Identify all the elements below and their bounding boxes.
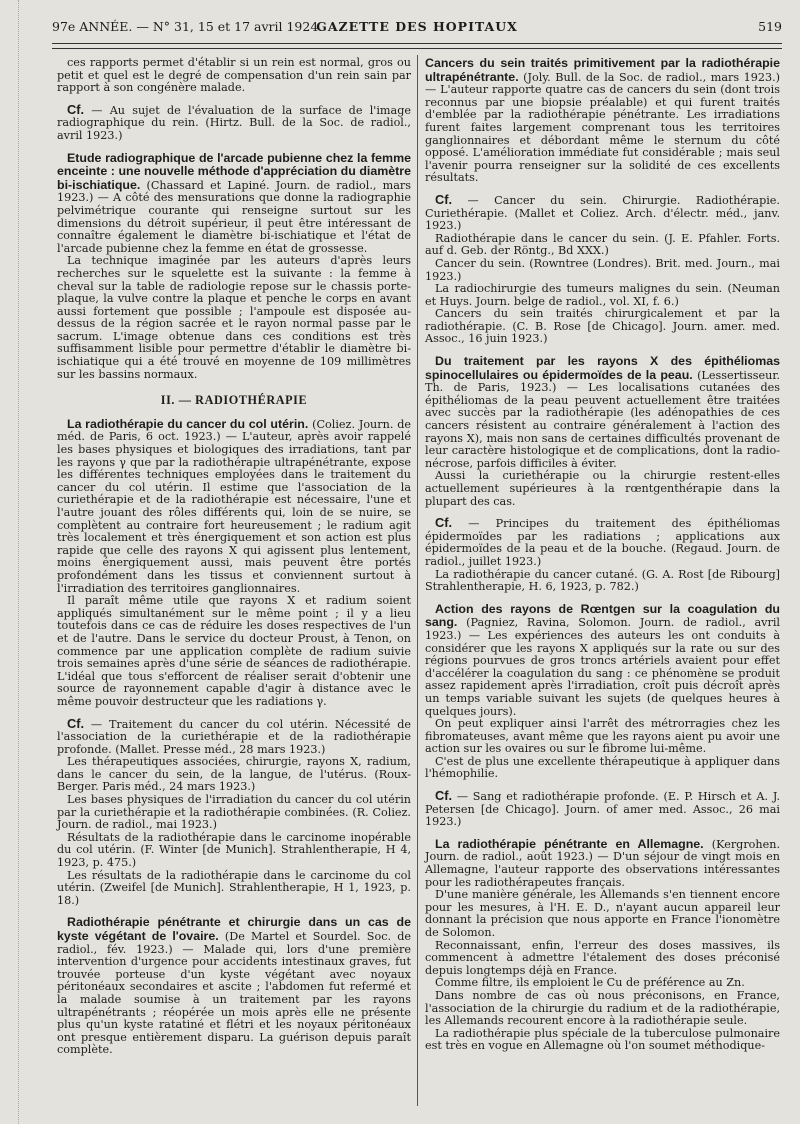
article-title: Radiothérapie pénétrante et chirurgie dans un cas de kyste végétant de l'ovaire. <box>57 915 411 943</box>
reference: Résultats de la radiothérapie dans le carcinome inopérable du col utérin. (F. Winter [de Munich]. Strahlentherapie, H 4, 1923, p. 475.) <box>57 830 411 870</box>
reference: Radiothérapie dans le cancer du sein. (J. E. Pfahler. Forts. auf d. Geb. der Röntg., Bd XXX.) <box>425 231 780 258</box>
article-title: La radiothérapie du cancer du col utérin. <box>67 416 309 431</box>
left-column <box>57 57 411 1057</box>
article-entry <box>57 152 411 256</box>
article-text: (Chassard et Lapiné. Journ. de radiol., mars 1923.) — A côté des mensurations que donne la radiographie pelvimétrique courante qui renseigne surtout sur les dimensions du détroit supérieur, il peut être intéressant de connaître également le diamètre bi-ischiatique et l'état de l'arcade pubienne chez la femme en état de grossesse. <box>57 178 411 255</box>
cf-label: Cf. <box>67 101 85 117</box>
article-entry <box>425 838 780 889</box>
cf-label: Cf. <box>435 515 453 531</box>
right-column <box>425 57 780 1053</box>
page-number: 519 <box>758 19 782 34</box>
article-text: (Lessertisseur. Th. de Paris, 1923.) — Les localisations cutanées des épithéliomas de la peau peuvent actuellement être traitées avec succès par la radiothérapie (les adénopathies de ces cancers résistent au contraire généralement à l'action des rayons X), mais non sans de certaines difficultés provenant de leur caractère histologique et de complications, dont la radio-nécrose, parfois difficiles à éviter. <box>425 368 780 470</box>
paragraph: ces rapports permet d'établir si un rein est normal, gros ou petit et quel est le degré de compensation d'un rein sain par rapport à son congénère malade. <box>57 56 411 95</box>
paragraph: On peut expliquer ainsi l'arrêt des métrorragies chez les fibromateuses, avant même que les rayons aient pu avoir une action sur les ovaires ou sur le fibrome lui-même. <box>425 717 780 756</box>
article-title: Du traitement par les rayons X des épithéliomas spinocellulaires ou épidermoïdes de la peau. <box>425 354 780 382</box>
article-entry <box>425 603 780 718</box>
entry-text: — Principes du traitement des épithéliomas épidermoïdes par les radiations ; applications aux épidermoïdes de la peau et de la bouche. (Regaud. Journ. de radiol., juillet 1923.) <box>425 517 780 568</box>
cf-label: Cf. <box>435 191 453 207</box>
reference: Les bases physiques de l'irradiation du cancer du col utérin par la curiethérapie et la radiothérapie combinées. (R. Coliez. Journ. de radiol., mai 1923.) <box>57 793 411 832</box>
paragraph: Comme filtre, ils emploient le Cu de préférence au Zn. <box>435 976 745 990</box>
paragraph: Reconnaissant, enfin, l'erreur des doses massives, ils commencent à admettre l'étalement des doses préconisé depuis longtemps déjà en France. <box>425 938 780 977</box>
paragraph: Il paraît même utile que rayons X et radium soient appliqués simultanément sur le même point ; il y a lieu toutefois dans ce cas de réduire les doses respectives de l'un et de l'autre. Dans le service du docteur Proust, à Tenon, on commence par une application complète de radium suivie trois semaines après d'une série de séances de radiothérapie. L'idéal que tous s'efforcent de réaliser serait d'obtenir une source de rayonnement capable d'agir à distance avec le même pouvoir destructeur que les radiations γ. <box>57 594 411 708</box>
entry-text: — Traitement du cancer du col utérin. Nécessité de l'association de la curiethérapie et de la radiothérapie profonde. (Mallet. Presse méd., 28 mars 1923.) <box>57 717 411 756</box>
cf-entry <box>425 790 780 829</box>
reference: Cancers du sein traités chirurgicalement et par la radiothérapie. (C. B. Rose [de Chicago]. Journ. amer. med. Assoc., 16 juin 1923.) <box>425 307 780 346</box>
reference: Les thérapeutiques associées, chirurgie, rayons X, radium, dans le cancer du sein, de la langue, de l'utérus. (Roux-Berger. Paris méd., 24 mars 1923.) <box>57 755 411 794</box>
article-entry <box>425 355 780 470</box>
article-title: Cancers du sein traités primitivement par la radiothérapie ultrapénétrante. <box>425 56 780 84</box>
running-header <box>52 16 782 40</box>
header-rule-bottom <box>52 48 782 49</box>
journal-title: GAZETTE DES HOPITAUX <box>316 19 518 34</box>
article-text: (Kergrohen. Journ. de radiol., août 1923.) — D'un séjour de vingt mois en Allemagne, l'auteur rapporte des observations intéressantes pour les radiothérapeutes français. <box>425 837 780 889</box>
article-title: La radiothérapie pénétrante en Allemagne. <box>435 836 704 851</box>
cf-label: Cf. <box>67 715 85 731</box>
column-divider <box>417 55 418 1106</box>
binding-margin <box>18 0 25 1124</box>
issue-info: 97e ANNÉE. — N° 31, 15 et 17 avril 1924. <box>52 19 323 34</box>
article-title: Action des rayons de Rœntgen sur la coagulation du sang. <box>425 601 780 630</box>
section-heading: II. — RADIOTHÉRAPIE <box>160 393 308 408</box>
article-text: (Coliez. Journ. de méd. de Paris, 6 oct. 1923.) — L'auteur, après avoir rappelé les bases physiques et biologiques des irradiations, tant par les rayons γ que par la radiothérapie ultrapénétrante, expose les différentes techniques employées dans le traitement du cancer du col utérin. Il estime que l'association de la curiethérapie et de la radiothérapie est nécessaire, l'une et l'autre jouant des rôles différents qui, loin de se nuire, se complètent au contraire fort heureusement ; le radium agit très localement et très énergiquement et son action est plus rapide que celle des rayons X qui agissent plus lentement, moins énergiquement aussi, mais peuvent être portés profondément dans les tissus et conviennent surtout à l'irradiation des territoires ganglionnaires. <box>57 417 411 595</box>
paragraph: Aussi la curiethérapie ou la chirurgie restent-elles actuellement supérieures à la rœntgenthérapie dans la plupart des cas. <box>425 469 780 508</box>
reference: Les résultats de la radiothérapie dans le carcinome du col utérin. (Zweifel [de Munich]. Strahlentherapie, H 1, 1923, p. 18.) <box>57 868 411 907</box>
article-entry <box>57 916 411 1057</box>
article-text: (Joly. Bull. de la Soc. de radiol., mars 1923.) — L'auteur rapporte quatre cas de cancers du sein (dont trois reconnus par une biopsie préalable) et qui furent traités d'emblée par la radiothérapie pénétrante. Les irradiations furent faites largement comprenant tous les territoires ganglionnaires et débordant même le sternum du côté opposé. L'amélioration immédiate fut considérable ; mais seul l'avenir pourra renseigner sur la solidité de ces excellents résultats. <box>425 70 780 185</box>
cf-entry <box>57 715 411 757</box>
cf-entry <box>425 191 780 233</box>
cf-entry <box>425 517 780 568</box>
paragraph: La technique imaginée par les auteurs d'après leurs recherches sur le squelette est la suivante : la femme à cheval sur la table de radiologie repose sur le chassis porte-plaque, la vulve contre la plaque et penche le corps en avant aussi fortement que possible ; l'ampoule est disposée au-dessus de la région sacrée et le rayon normal passe par le sacrum. L'image obtenue dans ces conditions est très suffisamment lisible pour permettre d'établir le diamètre bi-ischiatique qui a été trouvé en moyenne de 109 millimètres sur les bassins normaux. <box>57 254 411 381</box>
paragraph: Dans nombre de cas où nous préconisons, en France, l'association de la chirurgie du radium et de la radiothérapie, les Allemands recourent encore à la radiothérapie seule. <box>425 988 780 1028</box>
article-text: (De Martel et Sourdel. Soc. de radiol., fév. 1923.) — Malade qui, lors d'une première intervention d'urgence pour accidents intestinaux graves, fut trouvée porteuse d'un kyste végétant avec noyaux péritonéaux secondaires et ascite ; l'abdomen fut refermé et la malade soumise à un traitement par les rayons ultrapénétrants ; réopérée un mois après elle ne présente plus qu'un kyste ratatiné et flétri et les noyaux péritonéaux ont presque entièrement disparu. La guérison depuis paraît complète. <box>57 930 411 1057</box>
paragraph: La radiothérapie plus spéciale de la tuberculose pulmonaire est très en vogue en Allemagne où l'on soumet méthodique- <box>425 1026 780 1053</box>
article-text: (Pagniez, Ravina, Solomon. Journ. de radiol., avril 1923.) — Les expériences des auteurs les ont conduits à considérer que les rayons X appliqués sur la rate ou sur des régions pourvues de gros troncs artériels avaient pour effet d'accélérer la coagulation du sang : ce phénomène se produit assez rapidement après l'irradiation, croît puis décroît après un temps variable suivant les sujets (de quelques heures à quelques jours). <box>425 616 780 718</box>
cf-label: Cf. <box>435 788 453 804</box>
paragraph: D'une manière générale, les Allemands s'en tiennent encore pour les mesures, à l'H. E. D., n'ayant aucun appareil leur donnant la précision que nous apporte en France l'ionomètre de Solomon. <box>425 888 780 939</box>
reference: La radiothérapie du cancer cutané. (G. A. Rost [de Ribourg] Strahlentherapie, H. 6, 1923, p. 782.) <box>425 567 780 594</box>
article-entry <box>425 57 780 185</box>
entry-text: — Au sujet de l'évaluation de la surface de l'image radiographique du rein. (Hirtz. Bull. de la Soc. de radiol., avril 1923.) <box>57 103 411 142</box>
reference: Cancer du sein. (Rowntree (Londres). Brit. med. Journ., mai 1923.) <box>425 256 780 283</box>
entry-text: — Cancer du sein. Chirurgie. Radiothérapie. Curiethérapie. (Mallet et Coliez. Arch. d'électr. méd., janv. 1923.) <box>425 193 780 233</box>
entry-text: — Sang et radiothérapie profonde. (E. P. Hirsch et A. J. Petersen [de Chicago]. Journ. of amer med. Assoc., 26 mai 1923.) <box>425 790 780 829</box>
cf-entry <box>57 101 411 143</box>
article-title: Etude radiographique de l'arcade pubienne chez la femme enceinte : une nouvelle méthode d'appréciation du diamètre bi-ischiatique. <box>57 150 411 192</box>
paragraph: C'est de plus une excellente thérapeutique à appliquer dans l'hémophilie. <box>425 754 780 781</box>
article-entry <box>57 418 411 595</box>
reference: La radiochirurgie des tumeurs malignes du sein. (Neuman et Huys. Journ. belge de radiol., vol. XI, f. 6.) <box>425 282 780 308</box>
header-rule-top <box>52 43 782 44</box>
